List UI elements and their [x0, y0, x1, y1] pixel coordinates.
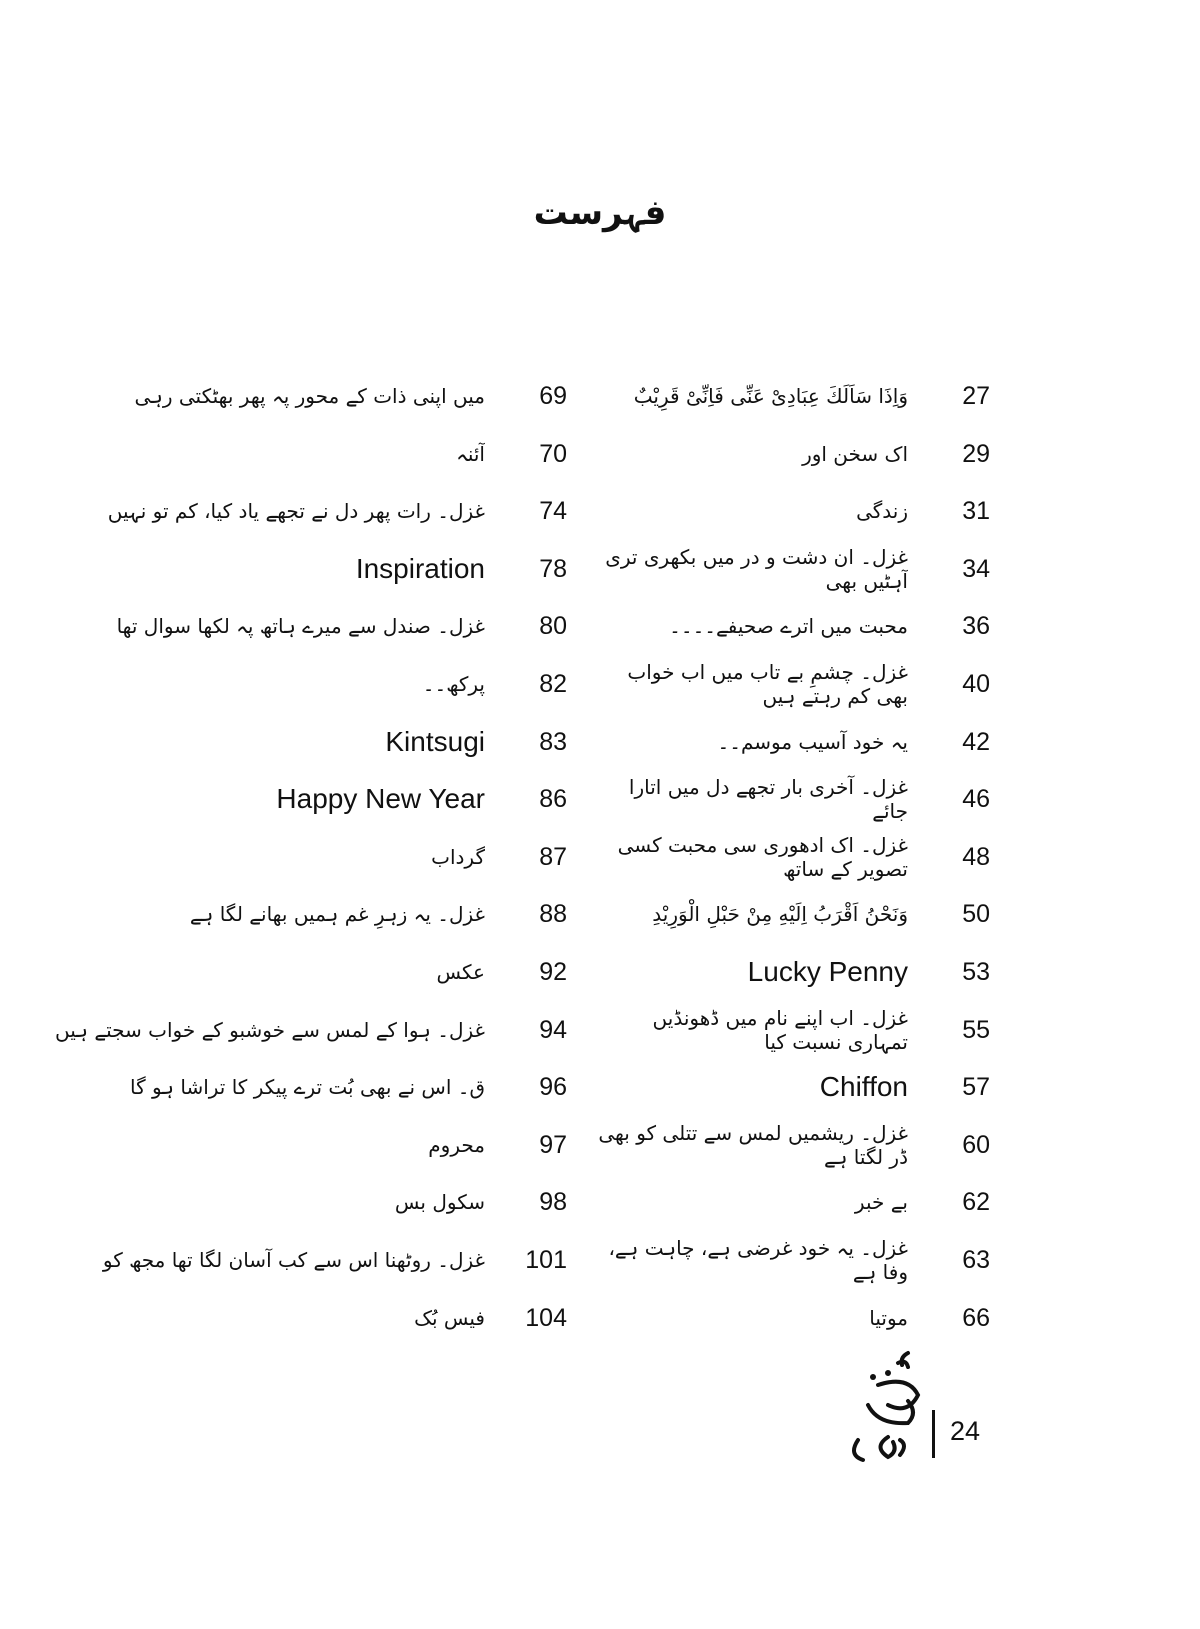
toc-title: یہ خود آسیب موسم۔۔ — [717, 729, 908, 754]
toc-page-number: 87 — [539, 842, 567, 871]
toc-entry — [0, 1176, 567, 1228]
toc-page-number: 36 — [962, 612, 990, 641]
toc-title: Chiffon — [819, 1071, 908, 1103]
toc-page-number: 86 — [539, 785, 567, 814]
toc-title: اک سخن اور — [802, 441, 908, 466]
toc-entry — [590, 1176, 990, 1228]
page-title: فہرست — [533, 193, 667, 233]
toc-entry — [590, 543, 990, 595]
toc-title: بے خبر — [854, 1190, 908, 1215]
toc-page-number: 66 — [962, 1303, 990, 1332]
book-logo — [838, 1345, 928, 1465]
toc-title: غزل۔ روٹھنا اس سے کب آسان لگا تھا مجھ کو — [102, 1248, 485, 1272]
toc-page-number: 94 — [539, 1015, 567, 1044]
toc-entry — [590, 831, 990, 883]
toc-page-number: 92 — [539, 958, 567, 986]
toc-page-number: 98 — [539, 1188, 567, 1217]
toc-title: عکس — [436, 960, 485, 984]
toc-page-number: 63 — [962, 1246, 990, 1274]
toc-page-number: 69 — [539, 382, 567, 410]
toc-entry — [590, 428, 990, 480]
toc-entry — [0, 716, 567, 768]
toc-entry — [0, 543, 567, 595]
toc-page-number: 29 — [962, 439, 990, 468]
toc-entry — [590, 1292, 990, 1344]
toc-entry — [0, 658, 567, 710]
toc-entry — [0, 888, 567, 940]
toc-title: غزل۔ چشمِ بے تاب میں اب خواب بھی کم رہتے ہیں — [627, 660, 908, 708]
toc-title: محروم — [428, 1132, 485, 1157]
toc-entry — [0, 946, 567, 998]
toc-page-number: 83 — [539, 727, 567, 756]
toc-page-number: 40 — [962, 670, 990, 698]
toc-page-number: 27 — [962, 382, 990, 410]
toc-title: Lucky Penny — [747, 956, 908, 987]
toc-entry — [0, 600, 567, 652]
toc-page-number: 53 — [962, 958, 990, 986]
page-number: 24 — [950, 1416, 981, 1446]
toc-title: محبت میں اترے صحیفے۔۔۔۔ — [669, 614, 908, 639]
toc-title: پرکھ۔۔ — [422, 672, 485, 696]
toc-page-number: 80 — [539, 612, 567, 641]
toc-page-number: 88 — [539, 900, 567, 929]
toc-page-number: 101 — [525, 1246, 567, 1274]
toc-title: غزل۔ ان دشت و در میں بکھری تری آہٹیں بھی — [605, 544, 908, 593]
toc-page-number: 57 — [962, 1073, 990, 1102]
toc-entry — [590, 485, 990, 537]
toc-entry — [0, 1061, 567, 1113]
toc-entry — [0, 1119, 567, 1171]
toc-page-number: 78 — [539, 554, 567, 583]
toc-title: فیس بُک — [414, 1305, 485, 1330]
toc-page-number: 70 — [539, 439, 567, 468]
toc-title: Happy New Year — [276, 783, 485, 815]
toc-title: وَاِذَا سَاَلَكَ عِبَادِیْ عَنِّی فَاِنِّیْ قَرِیْبٌ — [633, 384, 908, 408]
toc-page-number: 62 — [962, 1188, 990, 1217]
toc-page-number: 97 — [539, 1130, 567, 1159]
toc-entry — [0, 831, 567, 883]
toc-title: غزل۔ رات پھر دل نے تجھے یاد کیا، کم تو نہیں — [107, 499, 485, 524]
toc-title: غزل۔ یہ خود غرضی ہے، چاہت ہے، وفا ہے — [608, 1236, 908, 1284]
toc-title: گرداب — [431, 844, 485, 869]
toc-page-number: 50 — [962, 900, 990, 929]
toc-title: وَنَحْنُ اَقْرَبُ اِلَیْهِ مِنْ حَبْلِ الْوَرِیْدِ — [652, 902, 908, 927]
toc-entry — [590, 1004, 990, 1056]
toc-page-number: 104 — [525, 1303, 567, 1332]
toc-entry — [0, 428, 567, 480]
toc-title: Kintsugi — [385, 725, 485, 757]
toc-entry — [0, 1234, 567, 1286]
toc-entry — [0, 370, 567, 422]
toc-title: غزل۔ اب اپنے نام میں ڈھونڈیں تمہاری نسبت کیا — [652, 1005, 908, 1054]
toc-title: Inspiration — [355, 552, 485, 584]
toc-title: سکول بس — [394, 1190, 485, 1215]
toc-page-number: 42 — [962, 727, 990, 756]
toc-title: غزل۔ ریشمیں لمس سے تتلی کو بھی ڈر لگتا ہے — [598, 1120, 908, 1169]
toc-title: غزل۔ اک ادھوری سی محبت کسی تصویر کے ساتھ — [617, 832, 908, 881]
toc-page-number: 74 — [539, 497, 567, 526]
toc-page-number: 60 — [962, 1130, 990, 1159]
toc-title: میں اپنی ذات کے محور پہ پھر بھٹکتی رہی — [134, 384, 485, 408]
toc-title: غزل۔ آخری بار تجھے دل میں اتارا جائے — [628, 775, 908, 824]
toc-title: غزل۔ ہوا کے لمس سے خوشبو کے خواب سجتے ہیں — [55, 1017, 485, 1042]
toc-entry — [590, 946, 990, 998]
toc-entry — [0, 773, 567, 825]
toc-entry — [590, 716, 990, 768]
footer-divider — [932, 1410, 935, 1458]
toc-entry — [590, 600, 990, 652]
toc-entry — [590, 1061, 990, 1113]
toc-page-number: 46 — [962, 785, 990, 814]
toc-entry — [590, 1234, 990, 1286]
toc-entry — [590, 773, 990, 825]
toc-entry — [590, 658, 990, 710]
toc-page-number: 31 — [962, 497, 990, 526]
toc-page-number: 82 — [539, 670, 567, 698]
toc-entry — [0, 1004, 567, 1056]
toc-title: غزل۔ یہ زہرِ غم ہمیں بھانے لگا ہے — [189, 902, 485, 927]
toc-entry — [0, 485, 567, 537]
toc-title: موتیا — [869, 1305, 908, 1330]
toc-title: زندگی — [856, 499, 908, 524]
toc-page-number: 34 — [962, 554, 990, 583]
toc-title: غزل۔ صندل سے میرے ہاتھ پہ لکھا سوال تھا — [116, 614, 485, 639]
toc-page-number: 55 — [962, 1015, 990, 1044]
toc-title: آئنہ — [456, 441, 485, 466]
toc-entry — [590, 370, 990, 422]
toc-entry — [590, 888, 990, 940]
toc-entry — [0, 1292, 567, 1344]
toc-page-number: 96 — [539, 1073, 567, 1102]
toc-page-number: 48 — [962, 842, 990, 871]
toc-entry — [590, 1119, 990, 1171]
toc-title: ق۔ اس نے بھی بُت ترے پیکر کا تراشا ہو گا — [129, 1075, 485, 1100]
